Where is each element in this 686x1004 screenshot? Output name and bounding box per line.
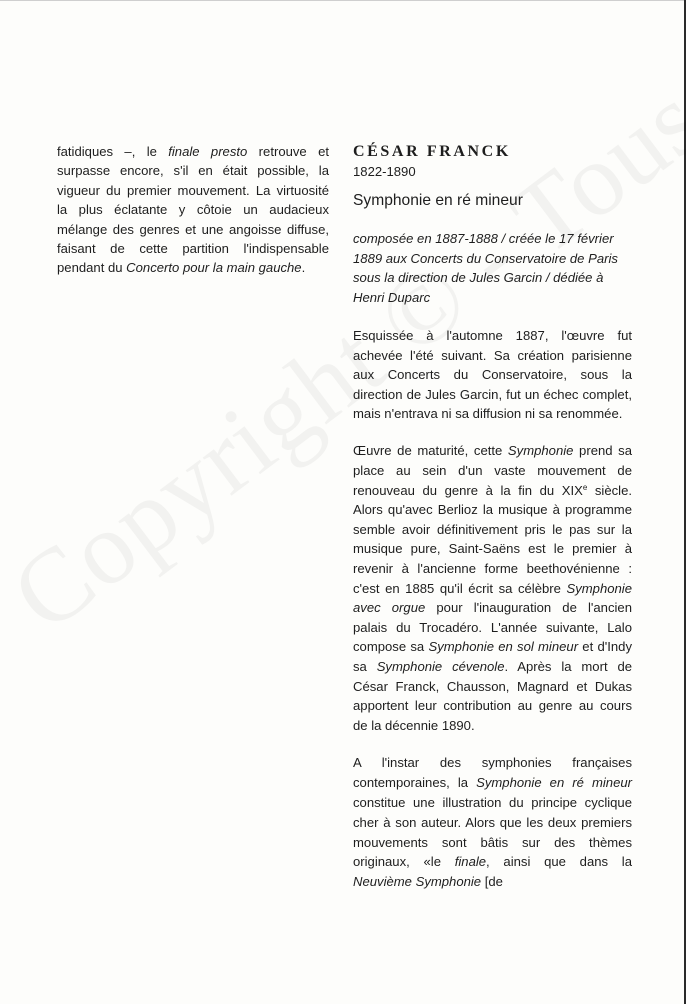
text-segment: prend sa place au sein d'un vaste mouvement de renouveau du genre à la fin du XIX [353,443,632,498]
work-title: Symphonie en ré mineur [353,192,523,209]
composer-name: CÉSAR FRANCK [353,143,511,160]
text-segment: siècle. Alors qu'avec Berlioz la musique à programme semble avoir définitivement pris le pas sur la musique pure, Saint-Saëns est le premier à revenir à l'ancienne forme beethovénienne : c'est en 1885 qu'il écrit sa célèbre [353,482,632,596]
italic-text-segment: Symphonie en sol mineur [428,639,579,655]
text-segment: . [301,260,306,276]
composer-dates: 1822-1890 [353,164,416,179]
left-column [57,142,329,278]
italic-text-segment: Symphonie avec orgue [353,580,632,616]
body-paragraph-2 [353,441,632,735]
body-paragraph-3 [353,753,632,892]
text-segment: Œuvre de maturité, cette [353,443,508,459]
text-segment: , ainsi que dans la [486,854,632,870]
text-segment: et d'Indy sa [353,639,633,674]
text-segment: pour l'inauguration de l'ancien palais du Trocadéro. L'année suivante, Lalo compose sa [353,600,632,655]
italic-text-segment: Neuvième Symphonie [353,874,482,890]
italic-text-segment: Symphonie cévenole [376,658,505,674]
text-segment: Esquissée à l'automne 1887, l'œuvre fut achevée l'été suivant. Sa création parisienne aux Concerts du Conservatoire, sous la direction de Jules Garcin, fut un échec complet, mais n'entrava ni sa diffusion ni sa renommée. [353,328,632,421]
text-segment: constitue une illustration du principe cyclique cher à son auteur. Alors que les deux premiers mouvements sont bâtis sur des thèmes originaux, «le [353,794,632,870]
page-top-edge [0,0,686,1]
text-segment: retrouve et surpasse encore, s'il en était possible, la vigueur du premier mouvement. La virtuosité la plus éclatante y côtoie un audacieux mélange des genres et une angoisse diffuse, faisant de cette partition l'indispensable pendant du [57,144,329,276]
text-segment: A l'instar des symphonies françaises contemporaines, la [353,755,632,791]
italic-text-segment: finale presto [168,144,248,159]
italic-text-segment: Concerto pour la main gauche [126,260,302,276]
text-segment: [de [481,874,503,890]
text-segment: fatidiques –, le [57,144,169,159]
italic-text-segment: Symphonie [507,443,574,459]
left-column-paragraph [57,142,329,278]
superscript-text: e [582,482,588,492]
body-paragraph-1 [353,326,632,423]
work-metadata: composée en 1887-1888 / créée le 17 février 1889 aux Concerts du Conservatoire de Paris sous la direction de Jules Garcin / dédiée à Henri Duparc [353,231,618,305]
italic-text-segment: finale [454,854,487,870]
italic-text-segment: Symphonie en ré mineur [476,775,632,791]
right-column [353,142,632,910]
text-segment: . Après la mort de César Franck, Chausson, Magnard et Dukas apportent leur contribution au genre au cours de la décennie 1890. [353,658,633,733]
